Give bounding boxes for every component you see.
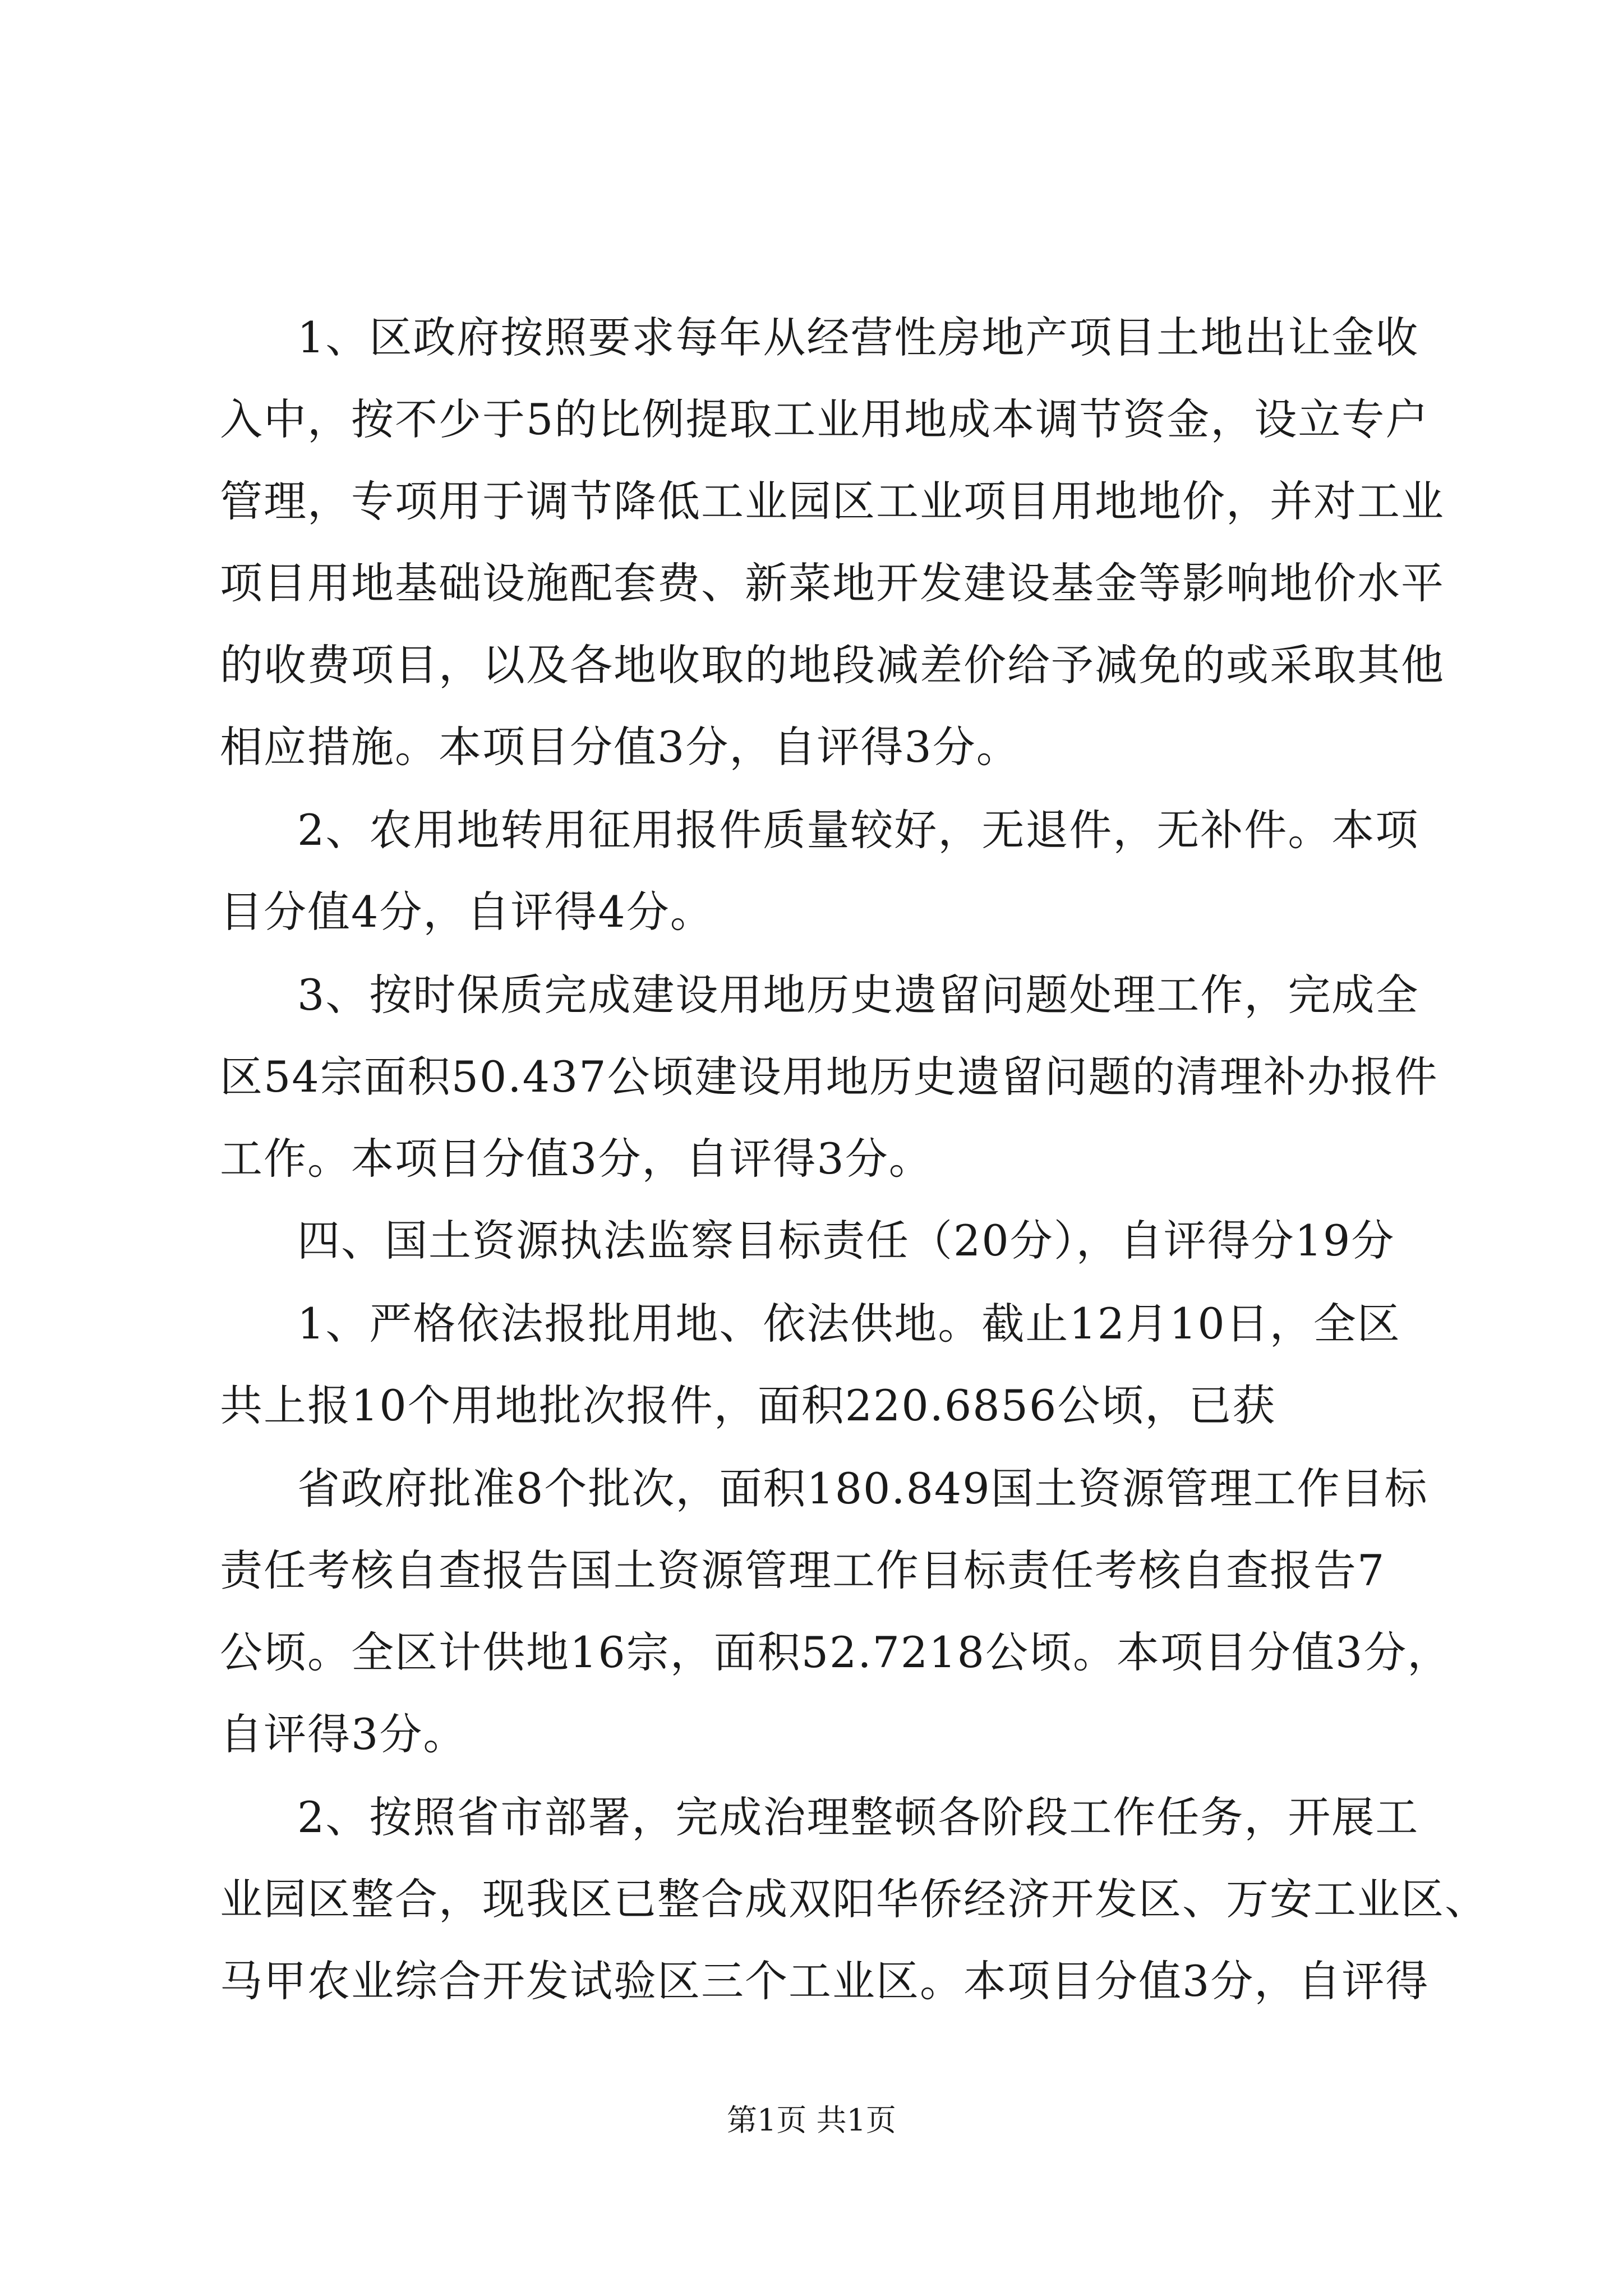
paragraph-line: 相应措施。本项目分值3分，自评得3分。 [220, 722, 1020, 772]
paragraph-line: 业园区整合，现我区已整合成双阳华侨经济开发区、万安工业区、 [220, 1874, 1488, 1924]
section-heading: 四、国土资源执法监察目标责任（20分），自评得分19分 [297, 1216, 1395, 1266]
paragraph-line: 省政府批准8个批次，面积180.849国土资源管理工作目标 [297, 1464, 1428, 1513]
paragraph-line: 2、农用地转用征用报件质量较好，无退件，无补件。本项 [297, 805, 1419, 855]
paragraph-line: 自评得3分。 [220, 1709, 467, 1759]
paragraph-line: 区54宗面积50.437公顷建设用地历史遗留问题的清理补办报件 [220, 1052, 1438, 1102]
paragraph-line: 1、严格依法报批用地、依法供地。截止12月10日，全区 [297, 1299, 1401, 1349]
paragraph-line: 工作。本项目分值3分，自评得3分。 [220, 1134, 933, 1184]
page-footer: 第1页 共1页 [727, 2102, 896, 2138]
paragraph-line: 3、按时保质完成建设用地历史遗留问题处理工作，完成全 [297, 970, 1419, 1020]
paragraph-line: 的收费项目，以及各地收取的地段减差价给予减免的或采取其他 [220, 640, 1445, 690]
paragraph-line: 责任考核自查报告国土资源管理工作目标责任考核自查报告7 [220, 1545, 1386, 1595]
paragraph-line: 入中，按不少于5的比例提取工业用地成本调节资金，设立专户 [220, 394, 1430, 444]
paragraph-line: 管理，专项用于调节降低工业园区工业项目用地地价，并对工业 [220, 476, 1445, 526]
paragraph-line: 目分值4分，自评得4分。 [220, 887, 714, 937]
paragraph-line: 共上报10个用地批次报件，面积220.6856公顷，已获 [220, 1381, 1276, 1430]
paragraph-line: 项目用地基础设施配套费、新菜地开发建设基金等影响地价水平 [220, 558, 1445, 608]
paragraph-line: 公顷。全区计供地16宗，面积52.7218公顷。本项目分值3分， [220, 1627, 1451, 1677]
paragraph-line: 1、区政府按照要求每年从经营性房地产项目土地出让金收 [297, 312, 1419, 362]
paragraph-line: 2、按照省市部署，完成治理整顿各阶段工作任务，开展工 [297, 1792, 1419, 1842]
paragraph-line: 马甲农业综合开发试验区三个工业区。本项目分值3分，自评得 [220, 1956, 1430, 2006]
